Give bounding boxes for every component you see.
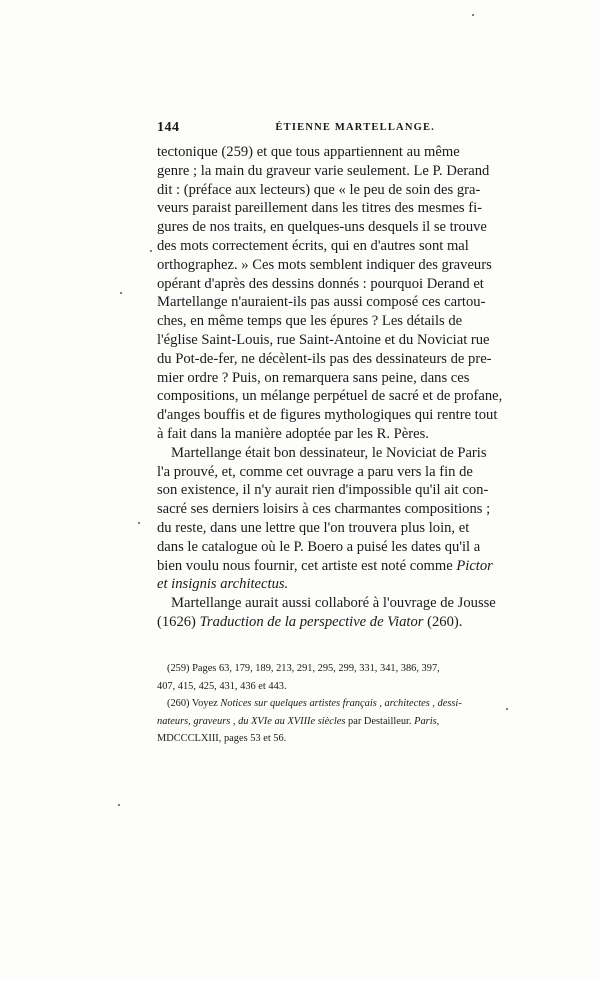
page-header xyxy=(157,120,435,138)
text-line: compositions, un mélange perpétuel de sacré et de profane, xyxy=(157,388,503,405)
text-line xyxy=(157,575,435,594)
footnote-259-cont: 407, 415, 425, 431, 436 et 443. xyxy=(157,680,287,692)
text-line: Martellange n'auraient-ils pas aussi composé ces cartou- xyxy=(157,294,486,311)
speck xyxy=(138,522,140,524)
speck xyxy=(506,708,508,710)
speck xyxy=(472,14,474,16)
italic-text: Pictor xyxy=(456,557,493,574)
footnote-ref: (260). xyxy=(427,613,463,630)
speck xyxy=(118,804,120,806)
text-segment: (1626) xyxy=(157,613,196,630)
text-line: des mots correctement écrits, qui en d'autres sont mal xyxy=(157,237,469,254)
text-line-mixed xyxy=(157,557,493,576)
text-line: l'église Saint-Louis, rue Saint-Antoine et du Noviciat rue xyxy=(157,331,490,348)
italic-text: Paris, xyxy=(414,715,440,727)
text-line: genre ; la main du graveur varie seulement. Le P. Derand xyxy=(157,162,490,179)
main-text xyxy=(157,143,503,632)
text-line: ches, en même temps que les épures ? Les détails de xyxy=(157,313,463,330)
footnotes xyxy=(157,660,462,748)
text-line: son existence, il n'y aurait rien d'impossible qu'il ait con- xyxy=(157,482,489,499)
speck xyxy=(120,292,122,294)
italic-text: nateurs, graveurs , du XVIe au XVIIIe siècles xyxy=(157,715,346,727)
text-line: l'a prouvé, et, comme cet ouvrage a paru vers la fin de xyxy=(157,463,473,480)
text-segment: (260) Voyez xyxy=(167,698,218,710)
text-line: tectonique (259) et que tous appartiennent au même xyxy=(157,144,460,160)
footnote-259: (259) Pages 63, 179, 189, 213, 291, 295, 299, 331, 341, 386, 397, xyxy=(167,663,440,674)
page-number: 144 xyxy=(157,120,180,135)
text-line: dit : (préface aux lecteurs) que « le peu de soin des gra- xyxy=(157,181,481,198)
text-line: Martellange aurait aussi collaboré à l'ouvrage de Jousse xyxy=(171,595,496,612)
footnote-260-cont: MDCCCLXIII, pages 53 et 56. xyxy=(157,733,287,745)
running-title: ÉTIENNE MARTELLANGE. xyxy=(275,122,435,133)
italic-text: Notices sur quelques artistes français , architectes , dessi- xyxy=(220,698,462,710)
speck xyxy=(150,250,152,252)
italic-text: et insignis architectus. xyxy=(157,576,289,593)
footnote-260-cont xyxy=(157,713,440,731)
text-line: à fait dans la manière adoptée par les R. Pères. xyxy=(157,425,429,442)
text-line: mier ordre ? Puis, on remarquera sans peine, dans ces xyxy=(157,369,470,386)
text-segment: par Destailleur. xyxy=(348,715,412,727)
italic-text: Traduction de la perspective de Viator xyxy=(199,613,424,630)
text-segment: bien voulu nous fournir, cet artiste est noté comme xyxy=(157,557,453,574)
text-line: dans le catalogue où le P. Boero a puisé les dates qu'il a xyxy=(157,538,481,555)
text-line: veurs paraist pareillement dans les titres des mesmes fi- xyxy=(157,200,483,217)
text-line: Martellange était bon dessinateur, le Noviciat de Paris xyxy=(171,444,487,461)
text-line-mixed xyxy=(157,613,463,632)
text-line: d'anges bouffis et de figures mythologiques qui rentre tout xyxy=(157,407,498,424)
text-line: orthographez. » Ces mots semblent indiquer des graveurs xyxy=(157,256,492,273)
footnote-260 xyxy=(157,695,462,713)
text-line: du Pot-de-fer, ne décèlent-ils pas des dessinateurs de pre- xyxy=(157,350,492,367)
text-line: du reste, dans une lettre que l'on trouvera plus loin, et xyxy=(157,519,470,536)
text-line: sacré ses derniers loisirs à ces charmantes compositions ; xyxy=(157,501,491,518)
text-line: opérant d'après des dessins donnés : pourquoi Derand et xyxy=(157,275,484,292)
text-line: gures de nos traits, en quelques-uns desquels il se trouve xyxy=(157,219,487,236)
